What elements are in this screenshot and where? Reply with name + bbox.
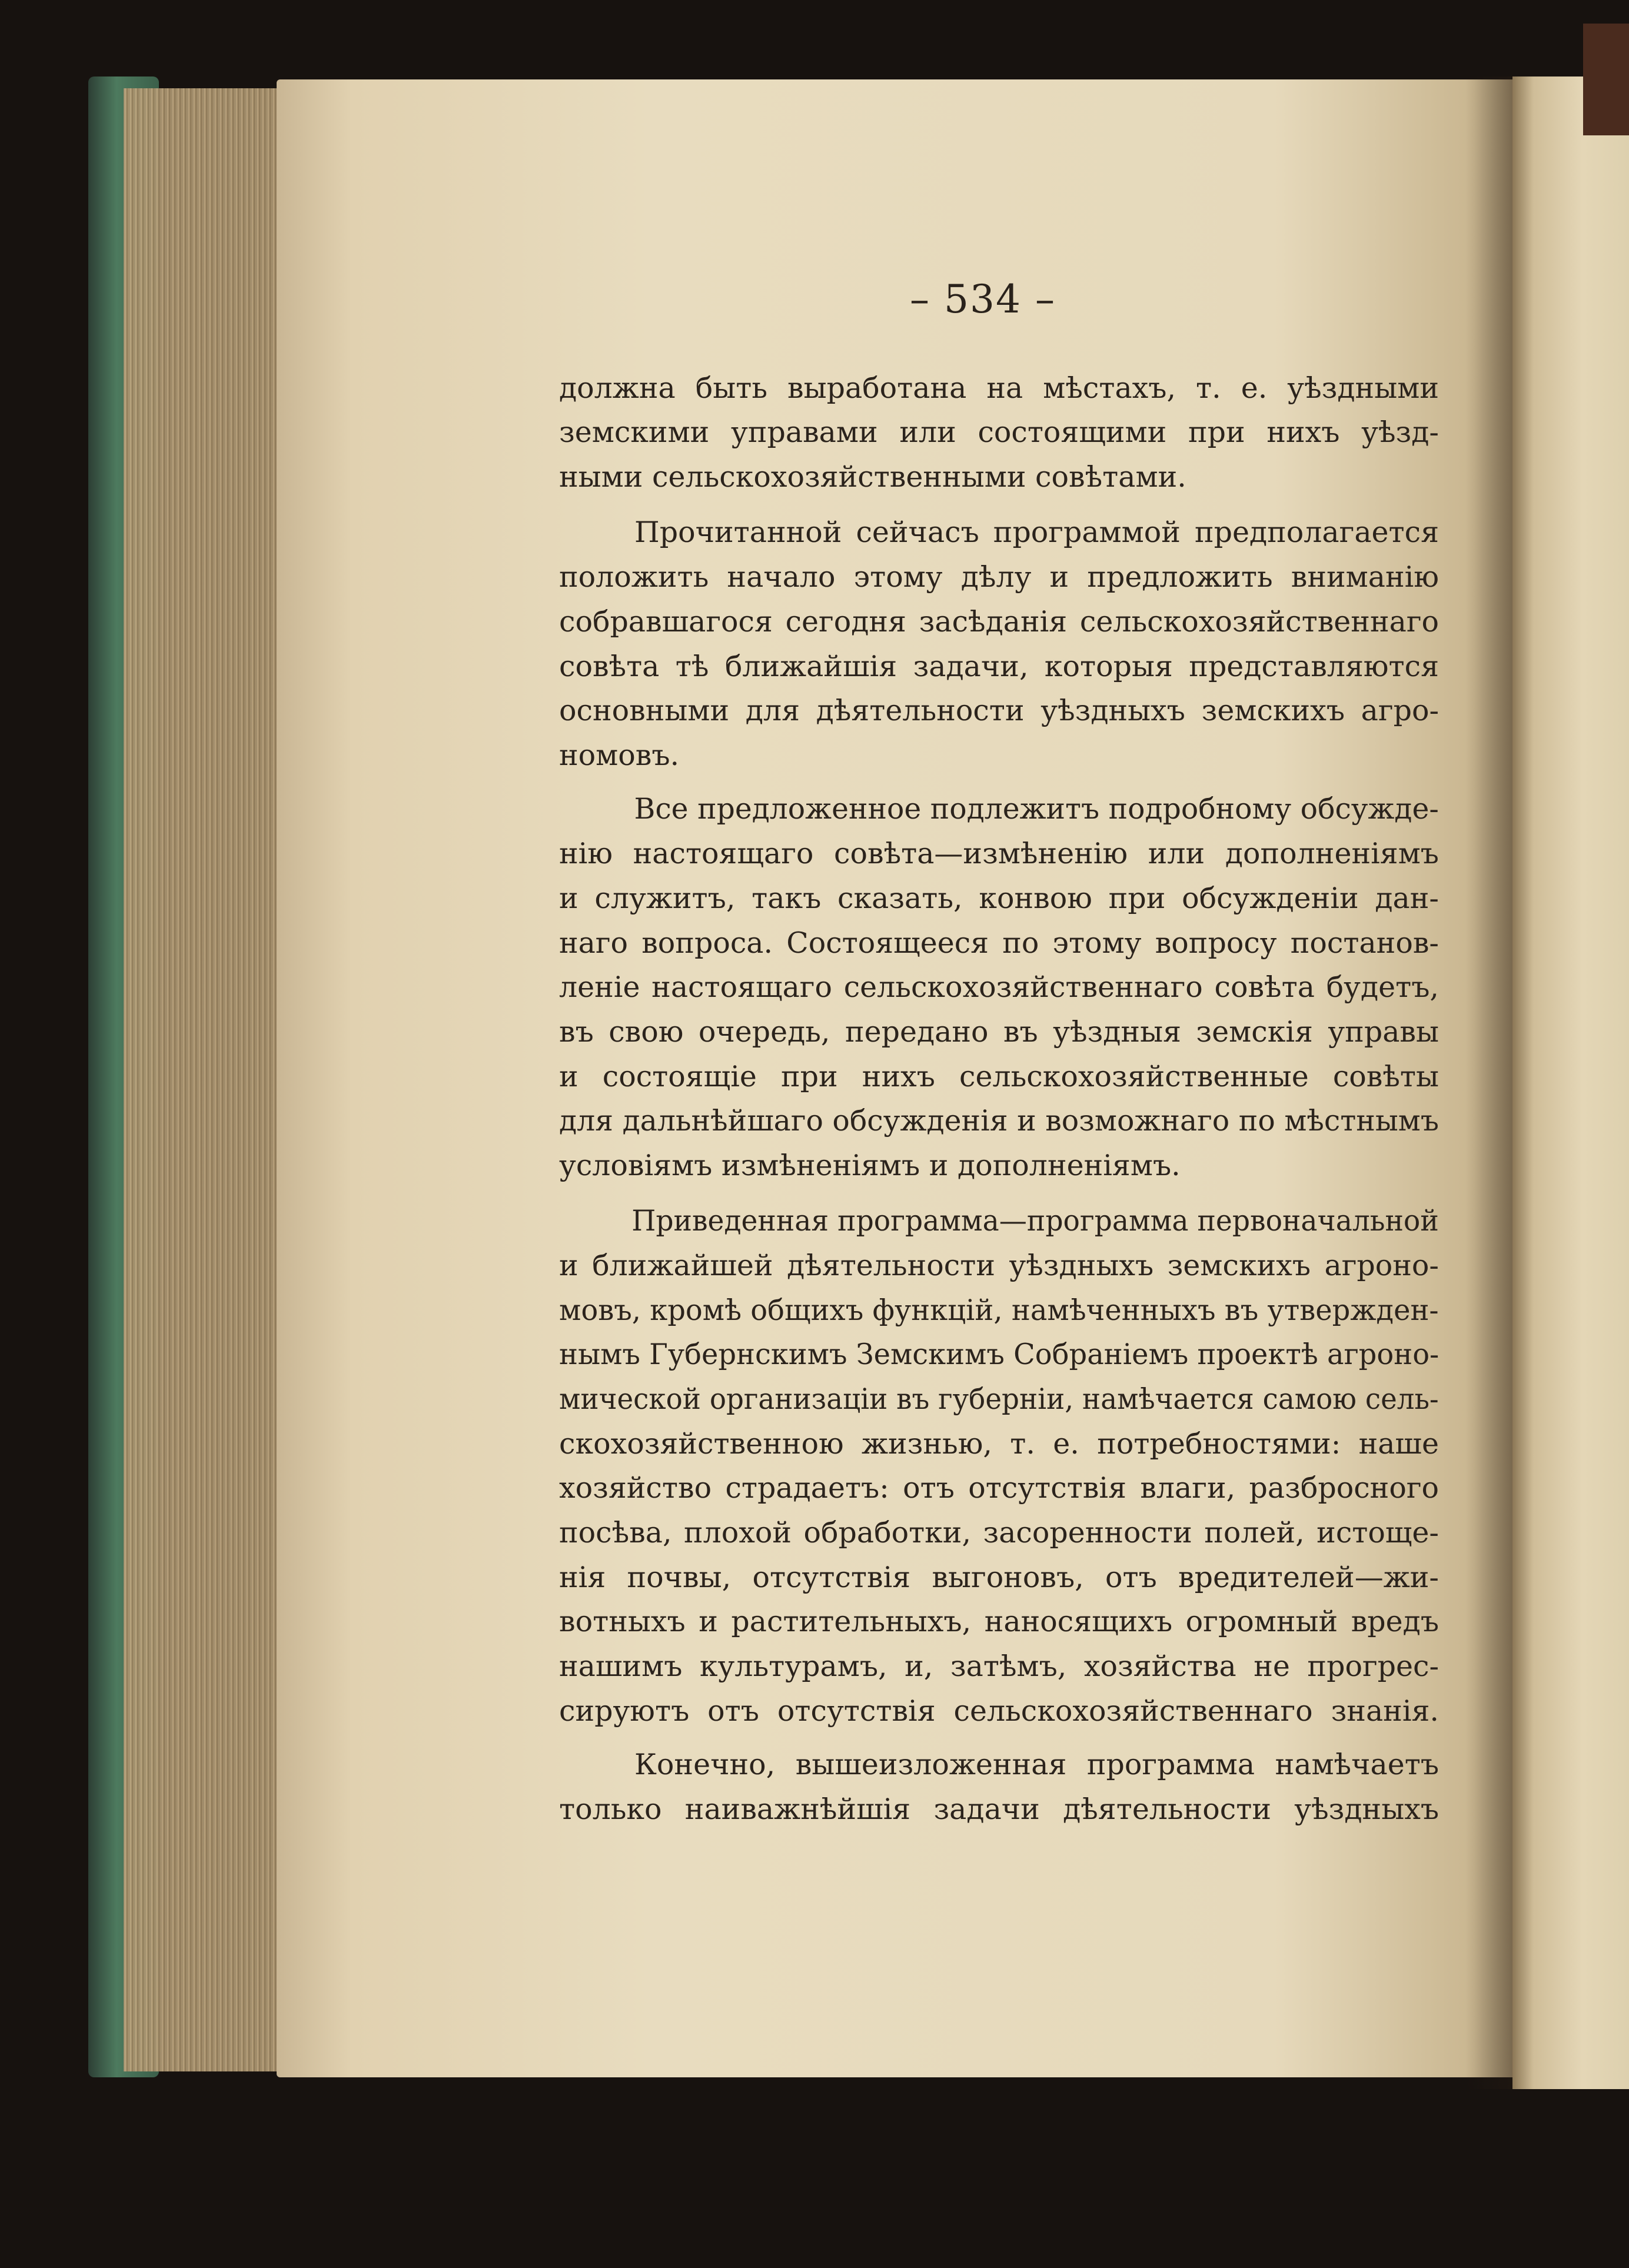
text-line: нiя почвы, отсутствiя выгоновъ, отъ вредителей—жи- — [559, 1561, 1439, 1594]
text-line: нымъ Губернскимъ Земскимъ Собранiемъ проектѣ агроно- — [559, 1338, 1439, 1371]
text-line: и ближайшей дѣятельности уѣздныхъ земскихъ агроно- — [559, 1249, 1439, 1282]
text-line: номовъ. — [559, 739, 680, 772]
text-line: нiю настоящаго совѣта—измѣненiю или дополненiямъ — [559, 837, 1439, 870]
binding-strip — [1583, 24, 1629, 135]
text-line: и служитъ, такъ сказать, конвою при обсужденiи дан- — [559, 882, 1439, 915]
text-line: Прочитанной сейчасъ программой предполагается — [634, 516, 1439, 549]
text-line: для дальнѣйшаго обсужденiя и возможнаго по мѣстнымъ — [559, 1104, 1439, 1138]
text-line: мовъ, кромѣ общихъ функцiй, намѣченныхъ въ утвержден- — [559, 1293, 1439, 1327]
text-line: только наиважнѣйшiя задачи дѣятельности уѣздныхъ — [559, 1793, 1439, 1826]
page-number: – 534 – — [910, 277, 1056, 322]
text-line: ными сельскохозяйственными совѣтами. — [559, 460, 1186, 494]
text-line: наго вопроса. Состоящееся по этому вопросу постанов- — [559, 926, 1439, 960]
right-page — [1512, 77, 1629, 2089]
text-line: совѣта тѣ ближайшiя задачи, которыя представляются — [559, 650, 1439, 683]
text-line: и состоящiе при нихъ сельскохозяйственные совѣты — [559, 1060, 1439, 1093]
text-line: собравшагося сегодня засѣданiя сельскохозяйственнаго — [559, 605, 1439, 639]
text-line: должна быть выработана на мѣстахъ, т. е. уѣздными — [559, 371, 1439, 405]
text-line: хозяйство страдаетъ: отъ отсутствiя влаги, разбросного — [559, 1471, 1439, 1505]
text-line: мической организацiи въ губернiи, намѣчается самою сель- — [559, 1382, 1439, 1416]
text-line: нашимъ культурамъ, и, затѣмъ, хозяйства не прогрес- — [559, 1650, 1439, 1683]
page-edges — [124, 88, 294, 2071]
text-line: Конечно, вышеизложенная программа намѣчаетъ — [634, 1748, 1439, 1781]
text-line: земскими управами или состоящими при нихъ уѣзд- — [559, 415, 1439, 449]
text-line: условiямъ измѣненiямъ и дополненiямъ. — [559, 1149, 1181, 1182]
text-line: положить начало этому дѣлу и предложить вниманiю — [559, 560, 1439, 594]
text-line: въ свою очередь, передано въ уѣздныя земскiя управы — [559, 1015, 1439, 1049]
text-line: ленiе настоящаго сельскохозяйственнаго совѣта будетъ, — [559, 970, 1439, 1004]
text-line: посѣва, плохой обработки, засоренности полей, истоще- — [559, 1516, 1439, 1549]
text-line: Приведенная программа—программа первоначальной — [631, 1204, 1439, 1238]
text-line: основными для дѣятельности уѣздныхъ земскихъ агро- — [559, 694, 1439, 727]
text-line: вотныхъ и растительныхъ, наносящихъ огромный вредъ — [559, 1605, 1439, 1638]
text-line: сируютъ отъ отсутствiя сельскохозяйственнаго знанiя. — [559, 1694, 1439, 1728]
text-line: Все предложенное подлежитъ подробному обсужде- — [634, 792, 1439, 826]
text-line: скохозяйственною жизнью, т. е. потребностями: наше — [559, 1427, 1439, 1461]
